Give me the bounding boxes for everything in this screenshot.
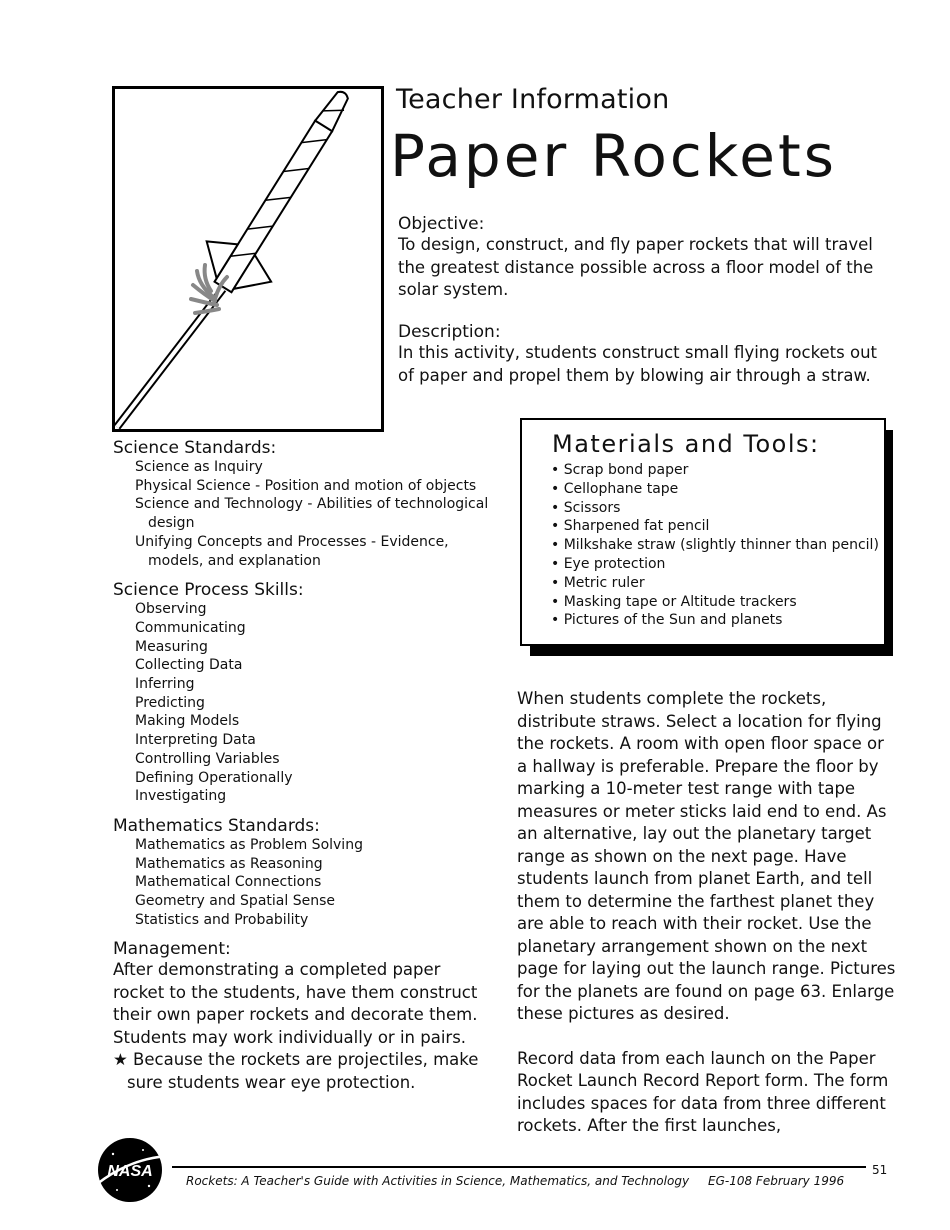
description-text: In this activity, students construct small flying rockets out of paper and propel them by blowing air through a straw. [398, 343, 878, 385]
description-section [398, 322, 898, 387]
list-item: Science and Technology - Abilities of technological design [135, 496, 489, 532]
objective-text: To design, construct, and fly paper rockets that will travel the greatest distance possible across a floor model of the solar system. [398, 235, 874, 299]
list-item: Mathematics as Reasoning [135, 855, 323, 872]
page-number: 51 [872, 1163, 888, 1177]
list-item: • Metric ruler [551, 574, 645, 591]
math-standards-heading: Mathematics Standards: [113, 815, 320, 836]
list-item: Statistics and Probability [135, 911, 309, 928]
list-item: Measuring [135, 638, 208, 655]
materials-heading: Materials and Tools: [552, 430, 820, 458]
objective-heading: Objective: [398, 214, 485, 234]
footer-rule [172, 1166, 866, 1168]
footer-publication-code: EG-108 February 1996 [708, 1174, 845, 1188]
description-heading: Description: [398, 322, 501, 342]
list-item: • Sharpened fat pencil [551, 518, 710, 535]
list-item: Communicating [135, 619, 246, 636]
management-text: After demonstrating a completed paper rocket to the students, have them construct their own paper rockets and decorate them. Students may work individually or in pairs. [113, 960, 478, 1047]
process-skills-heading: Science Process Skills: [113, 580, 304, 601]
list-item: • Scissors [551, 499, 621, 516]
footer-guide-title: Rockets: A Teacher's Guide with Activities in Science, Mathematics, and Technology [186, 1174, 690, 1188]
list-item: Controlling Variables [135, 750, 280, 767]
procedure-paragraph: Record data from each launch on the Paper Rocket Launch Record Report form. The form includes spaces for data from three different rockets. After the first launches, [517, 1048, 889, 1135]
rocket-drawing [115, 89, 381, 429]
materials-box [520, 418, 886, 646]
list-item: Physical Science - Position and motion of objects [135, 477, 477, 494]
math-standards-list [135, 836, 493, 930]
list-item: Interpreting Data [135, 732, 256, 749]
paper-rocket-illustration [112, 86, 384, 432]
procedure-paragraph: When students complete the rockets, distribute straws. Select a location for flying the rockets. A room with open floor space or a hallway is preferable. Prepare the floor by marking a 10-meter test range with tape measures or meter sticks laid end to end. As an alternative, lay out the planetary target range as shown on the next page. Have students launch from planet Earth, and tell them to determine the farthest planet they are able to reach with their rocket. Use the planetary arrangement shown on the next page for laying out the launch range. Pictures for the planets are found on page 63. Enlarge these pictures as desired. [517, 689, 896, 1023]
nasa-logo-text: NASA [107, 1163, 153, 1180]
management-heading: Management: [113, 939, 231, 960]
list-item: • Scrap bond paper [551, 462, 689, 478]
list-item: Mathematical Connections [135, 874, 322, 891]
list-item: • Cellophane tape [551, 480, 679, 497]
math-standards-section [113, 816, 493, 930]
list-item: • Masking tape or Altitude trackers [551, 593, 797, 610]
list-item: • Eye protection [551, 555, 666, 572]
list-item: • Pictures of the Sun and planets [551, 612, 783, 629]
list-item: Observing [135, 601, 207, 618]
safety-note: ★ Because the rockets are projectiles, make sure students wear eye protection. [113, 1050, 479, 1092]
list-item: Geometry and Spatial Sense [135, 893, 335, 910]
list-item: Making Models [135, 713, 240, 730]
list-item: Science as Inquiry [135, 459, 263, 475]
management-section [113, 939, 493, 1094]
page-kicker: Teacher Information [396, 84, 670, 115]
science-standards-heading: Science Standards: [113, 438, 277, 458]
left-column [113, 438, 493, 1104]
objective-section [398, 214, 898, 302]
list-item: Unifying Concepts and Processes - Evidence, models, and explanation [135, 533, 449, 569]
page-title: Paper Rockets [390, 122, 837, 190]
list-item: Predicting [135, 694, 205, 711]
list-item: Defining Operationally [135, 769, 293, 786]
list-item: Investigating [135, 788, 227, 805]
list-item: • Milkshake straw (slightly thinner than pencil) [551, 537, 879, 554]
nasa-logo [93, 1134, 171, 1206]
list-item: Mathematics as Problem Solving [135, 836, 363, 853]
materials-list [551, 461, 879, 630]
list-item: Collecting Data [135, 657, 243, 674]
science-standards-section [113, 438, 493, 570]
right-column [517, 688, 897, 1160]
science-standards-list [135, 458, 493, 570]
process-skills-list [135, 600, 493, 806]
process-skills-section [113, 580, 493, 806]
list-item: Inferring [135, 676, 195, 693]
